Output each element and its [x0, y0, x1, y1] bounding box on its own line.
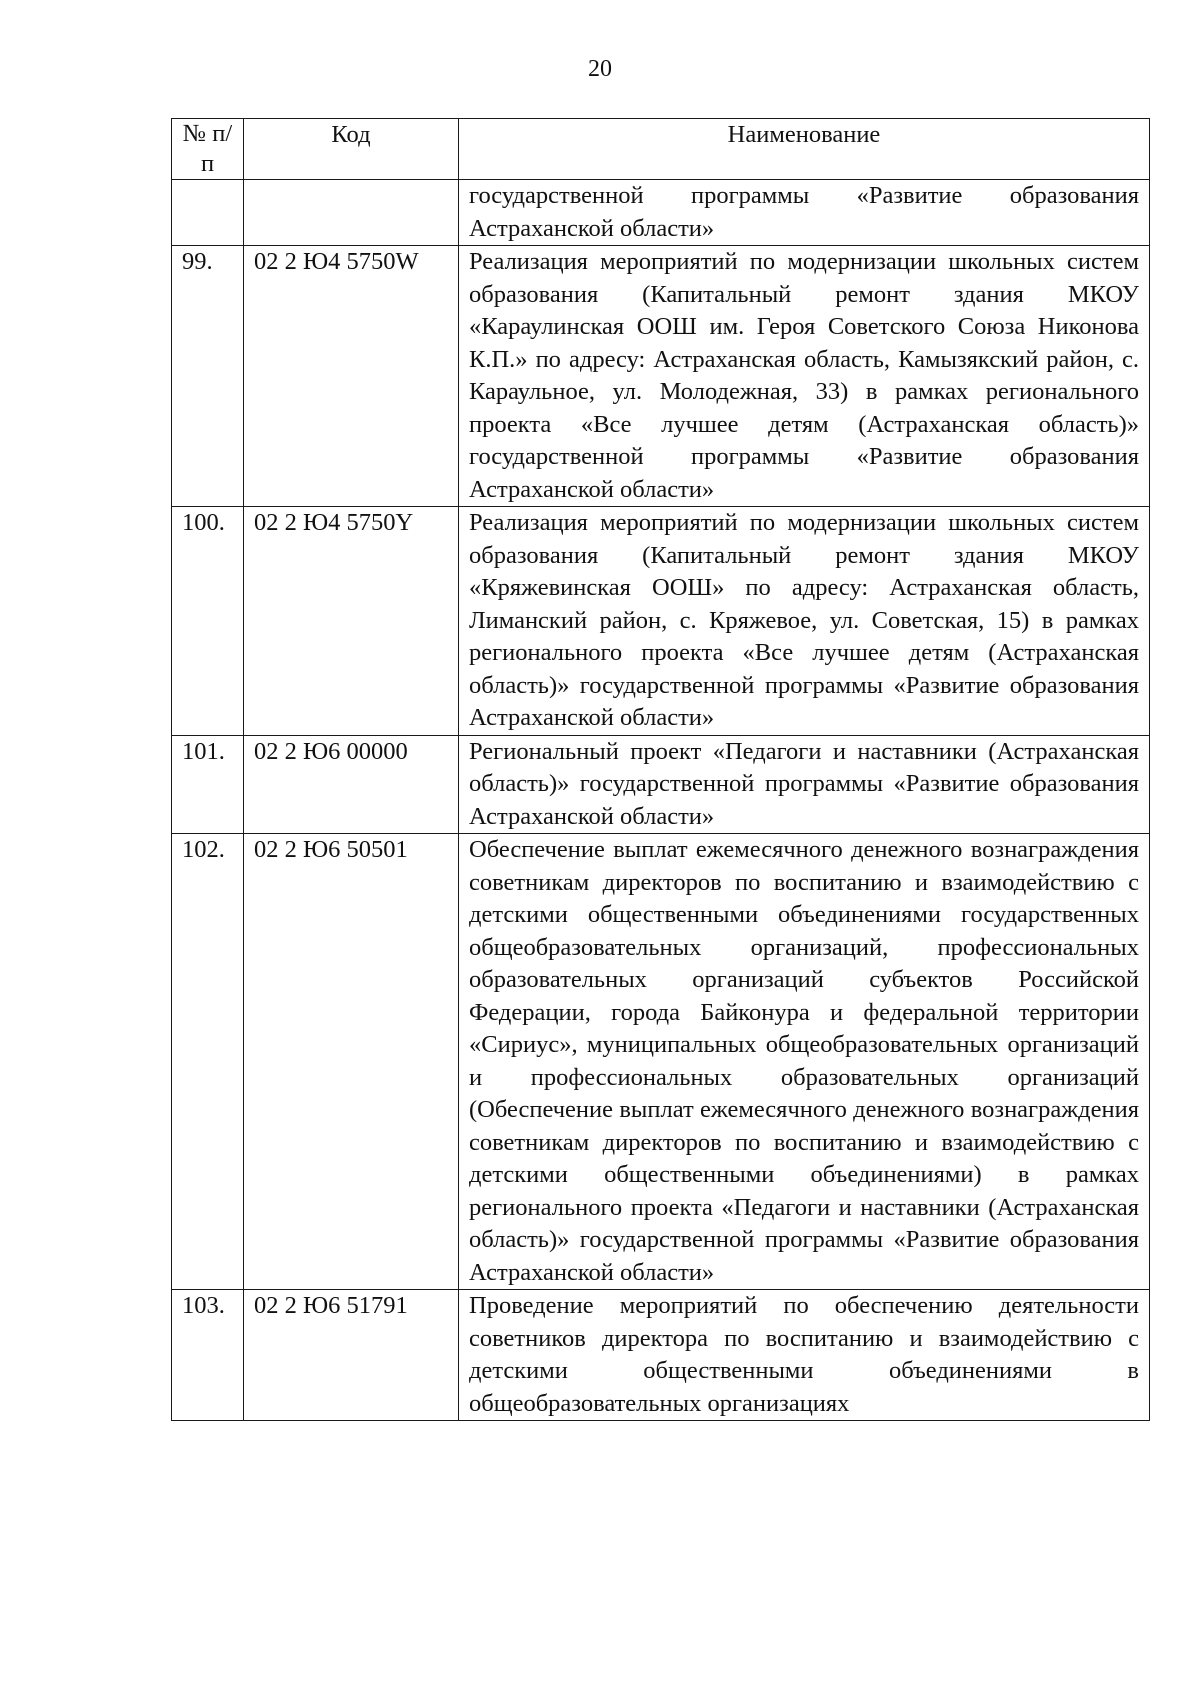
row-name: Проведение мероприятий по обеспечению деятельности советников директора по воспитанию и взаимодействию с детскими общественными объединениями в общеобразовательных организациях	[459, 1290, 1150, 1421]
row-code: 02 2 Ю6 51791	[244, 1290, 459, 1421]
table-row	[172, 246, 1150, 507]
header-number: № п/п	[172, 119, 244, 180]
row-number	[172, 180, 244, 246]
row-code	[244, 180, 459, 246]
header-name: Наименование	[459, 119, 1150, 180]
table-row	[172, 1290, 1150, 1421]
row-name: Реализация мероприятий по модернизации школьных систем образования (Капитальный ремонт здания МКОУ «Кряжевинская ООШ» по адресу: Астраханская область, Лиманский район, с. Кряжевое, ул. Советская, 15) в рамках регионального проекта «Все лучшее детям (Астраханская область)» государственной программы «Развитие образования Астраханской области»	[459, 507, 1150, 736]
row-name: Обеспечение выплат ежемесячного денежного вознаграждения советникам директоров по воспитанию и взаимодействию с детскими общественными объединениями государственных общеобразовательных организаций, профессиональных образовательных организаций субъектов Российской Федерации, города Байконура и федеральной территории «Сириус», муниципальных общеобразовательных организаций и профессиональных образовательных организаций (Обеспечение выплат ежемесячного денежного вознаграждения советникам директоров по воспитанию и взаимодействию с детскими общественными объединениями) в рамках регионального проекта «Педагоги и наставники (Астраханская область)» государственной программы «Развитие образования Астраханской области»	[459, 834, 1150, 1290]
table-row	[172, 735, 1150, 834]
row-number: 101.	[172, 735, 244, 834]
header-code: Код	[244, 119, 459, 180]
row-code: 02 2 Ю4 5750Y	[244, 507, 459, 736]
row-number: 100.	[172, 507, 244, 736]
table-row	[172, 180, 1150, 246]
row-code: 02 2 Ю6 00000	[244, 735, 459, 834]
row-number: 102.	[172, 834, 244, 1290]
table-row	[172, 507, 1150, 736]
row-code: 02 2 Ю4 5750W	[244, 246, 459, 507]
table-header-row	[172, 119, 1150, 180]
row-name: Реализация мероприятий по модернизации школьных систем образования (Капитальный ремонт здания МКОУ «Караулинская ООШ им. Героя Советского Союза Никонова К.П.» по адресу: Астраханская область, Камызякский район, с. Караульное, ул. Молодежная, 33) в рамках регионального проекта «Все лучшее детям (Астраханская область)» государственной программы «Развитие образования Астраханской области»	[459, 246, 1150, 507]
row-name: государственной программы «Развитие образования Астраханской области»	[459, 180, 1150, 246]
budget-code-table	[171, 118, 1150, 1421]
row-name: Региональный проект «Педагоги и наставники (Астраханская область)» государственной программы «Развитие образования Астраханской области»	[459, 735, 1150, 834]
row-number: 99.	[172, 246, 244, 507]
page-number: 20	[588, 56, 612, 82]
table-row	[172, 834, 1150, 1290]
row-code: 02 2 Ю6 50501	[244, 834, 459, 1290]
row-number: 103.	[172, 1290, 244, 1421]
